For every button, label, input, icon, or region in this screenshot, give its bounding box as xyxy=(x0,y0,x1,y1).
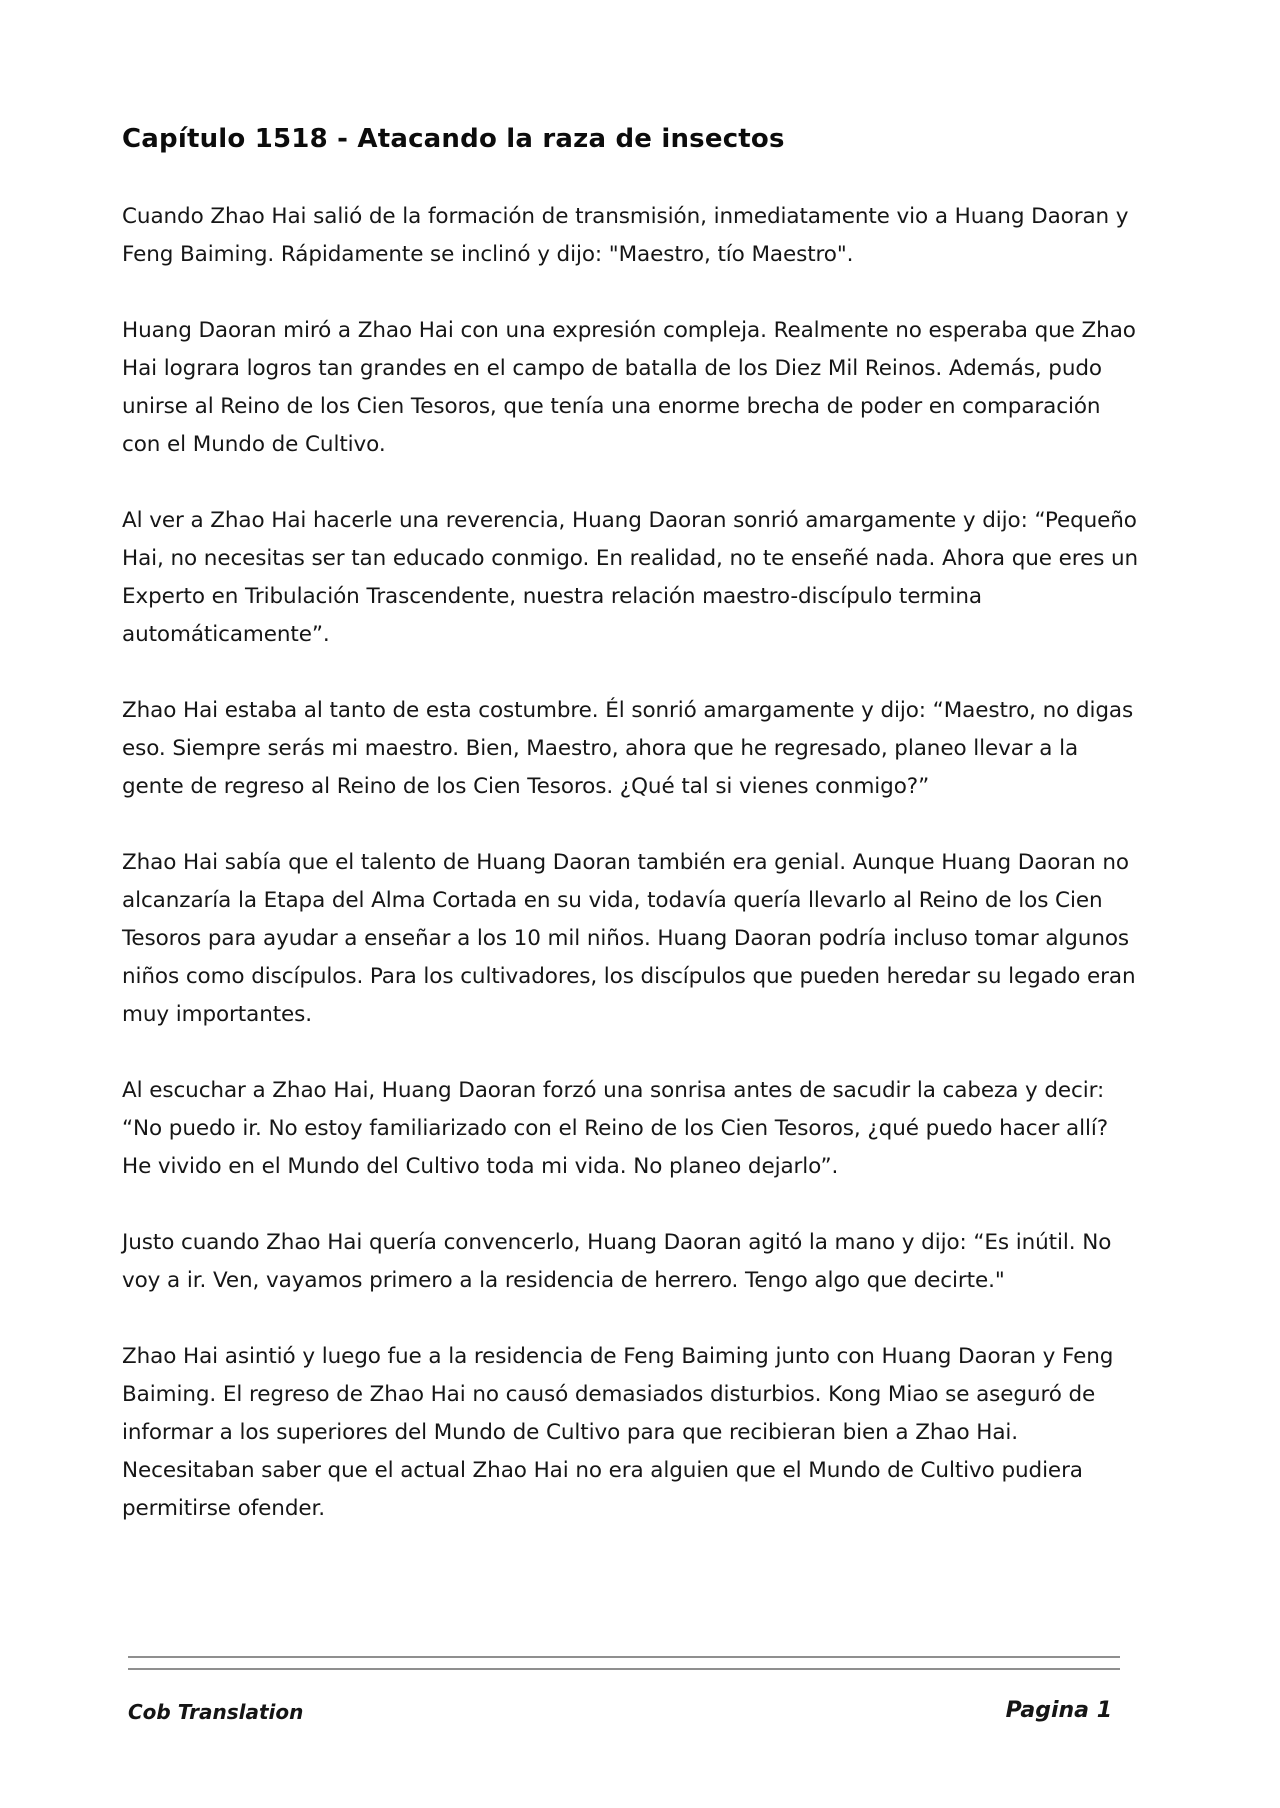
paragraph-1: Cuando Zhao Hai salió de la formación de transmisión, inmediatamente vio a Huang Daoran y Feng Baiming. Rápidamente se inclinó y dijo: "Maestro, tío Maestro". xyxy=(122,204,1129,267)
paragraph-5: Zhao Hai sabía que el talento de Huang Daoran también era genial. Aunque Huang Daoran no alcanzaría la Etapa del Alma Cortada en su vida, todavía quería llevarlo al Reino de los Cien Tesoros para ayudar a enseñar a los 10 mil niños. Huang Daoran podría incluso tomar algunos niños como discípulos. Para los cultivadores, los discípulos que pueden heredar su legado eran muy importantes. xyxy=(122,850,1136,1027)
chapter-title: Capítulo 1518 - Atacando la raza de insectos xyxy=(122,124,785,154)
paragraph-4: Zhao Hai estaba al tanto de esta costumbre. Él sonrió amargamente y dijo: “Maestro, no digas eso. Siempre serás mi maestro. Bien, Maestro, ahora que he regresado, planeo llevar a la gente de regreso al Reino de los Cien Tesoros. ¿Qué tal si vienes conmigo?” xyxy=(122,698,1134,799)
paragraph-6: Al escuchar a Zhao Hai, Huang Daoran forzó una sonrisa antes de sacudir la cabeza y decir: “No puedo ir. No estoy familiarizado con el Reino de los Cien Tesoros, ¿qué puedo hacer allí? He vivido en el Mundo del Cultivo toda mi vida. No planeo dejarlo”. xyxy=(122,1078,1109,1179)
chapter-body xyxy=(122,198,1142,1566)
footer-page-number: Pagina 1 xyxy=(1005,1698,1112,1723)
paragraph-7: Justo cuando Zhao Hai quería convencerlo, Huang Daoran agitó la mano y dijo: “Es inútil. No voy a ir. Ven, vayamos primero a la residencia de herrero. Tengo algo que decirte." xyxy=(122,1230,1112,1293)
paragraph-3: Al ver a Zhao Hai hacerle una reverencia, Huang Daoran sonrió amargamente y dijo: “Pequeño Hai, no necesitas ser tan educado conmigo. En realidad, no te enseñé nada. Ahora que eres un Experto en Tribulación Trascendente, nuestra relación maestro-discípulo termina automáticamente”. xyxy=(122,508,1139,647)
footer-translator-label: Cob Translation xyxy=(128,1700,304,1724)
paragraph-2: Huang Daoran miró a Zhao Hai con una expresión compleja. Realmente no esperaba que Zhao Hai lograra logros tan grandes en el campo de batalla de los Diez Mil Reinos. Además, pudo unirse al Reino de los Cien Tesoros, que tenía una enorme brecha de poder en comparación con el Mundo de Cultivo. xyxy=(122,318,1136,457)
footer-divider-top xyxy=(128,1656,1120,1658)
paragraph-8: Zhao Hai asintió y luego fue a la residencia de Feng Baiming junto con Huang Daoran y Feng Baiming. El regreso de Zhao Hai no causó demasiados disturbios. Kong Miao se aseguró de informar a los superiores del Mundo de Cultivo para que recibieran bien a Zhao Hai. Necesitaban saber que el actual Zhao Hai no era alguien que el Mundo de Cultivo pudiera permitirse ofender. xyxy=(122,1344,1114,1521)
footer-divider-bottom xyxy=(128,1668,1120,1670)
